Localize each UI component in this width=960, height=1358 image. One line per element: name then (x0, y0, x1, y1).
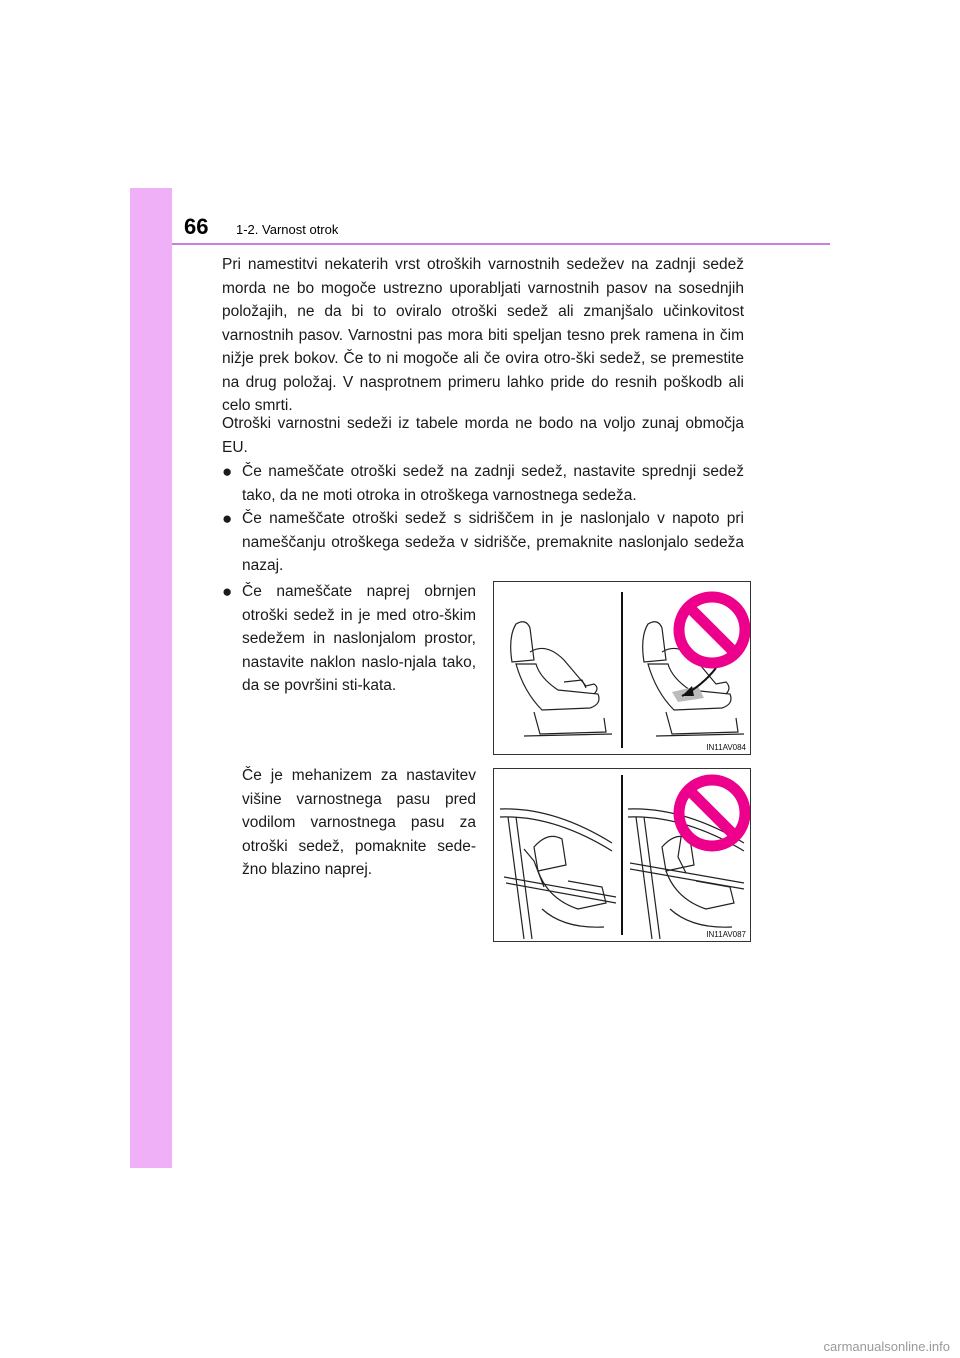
body-paragraph-2: Otroški varnostni sedeži iz tabele morda ne bodo na voljo zunaj območja EU. (222, 415, 744, 456)
figure-seatback-gap (493, 581, 751, 755)
section-title: 1-2. Varnost otrok (236, 222, 339, 237)
chapter-side-strip (130, 188, 172, 1168)
bullet-dot-icon: ● (222, 509, 233, 528)
belt-illustration (494, 769, 750, 941)
seat-height-paragraph: Če je mehanizem za nastavitev višine varnostnega pasu pred vodilom varnostnega pasu za otroški sedež, pomaknite sede-žno blazino naprej. (242, 767, 476, 878)
prohibition-icon (679, 597, 745, 663)
watermark: carmanualsonline.info (823, 1339, 950, 1354)
bullet-dot-icon: ● (222, 582, 233, 601)
figure-belt-height (493, 768, 751, 942)
bullet-text: Če nameščate otroški sedež na zadnji sedež, nastavite sprednji sedež tako, da ne moti otroka in otroškega varnostnega sedeža. (242, 463, 744, 504)
bullet-text: Če nameščate naprej obrnjen otroški sedež in je med otro-škim sedežem in naslonjalom prostor, nastavite naklon naslo-njala tako, da se površini sti-kata. (242, 583, 476, 694)
bullet-text: Če nameščate otroški sedež s sidriščem in je naslonjalo v napoto pri nameščanju otroškega sedeža v sidrišče, premaknite naslonjalo sedeža nazaj. (242, 510, 744, 574)
page-number: 66 (184, 214, 209, 239)
bullet-dot-icon: ● (222, 462, 233, 481)
header-rule (172, 243, 830, 245)
seat-illustration (494, 582, 750, 754)
figure-code: IN11AV084 (706, 743, 746, 752)
figure-code: IN11AV087 (706, 930, 746, 939)
prohibition-icon (679, 780, 745, 846)
body-paragraph-1: Pri namestitvi nekaterih vrst otroških varnostnih sedežev na zadnji sedež morda ne bo mogoče ustrezno uporabljati varnostnih pasov na sosednjih položajih, ne da bi to oviralo otroški sedež ali zmanjšalo učinkovitost varnostnih pasov. Varnostni pas mora biti speljan tesno prek ramena in čim nižje prek bokov. Če to ni mogoče ali če ovira otro-ški sedež, se premestite na drug položaj. V nasprotnem primeru lahko pride do resnih poškodb ali celo smrti. (222, 256, 744, 414)
